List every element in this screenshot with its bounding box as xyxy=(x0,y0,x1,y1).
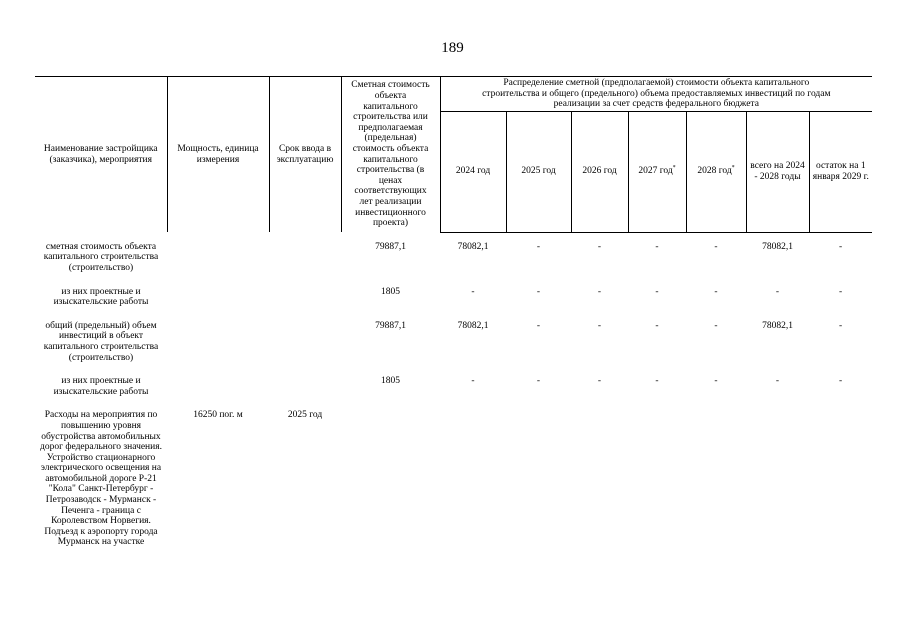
row-term xyxy=(269,287,341,321)
row-2028: - xyxy=(714,286,718,297)
row-capacity xyxy=(167,376,269,410)
row-estimate: 1805 xyxy=(381,286,400,297)
header-term: Срок ввода в эксплуатацию xyxy=(269,77,341,233)
row-estimate: 79887,1 xyxy=(375,241,406,252)
row-total: 78082,1 xyxy=(762,241,793,252)
row-capacity xyxy=(167,321,269,376)
row-total: - xyxy=(775,376,780,387)
row-2028: - xyxy=(714,241,718,252)
header-name: Наименование застройщика (заказчика), мероприятия xyxy=(35,77,167,233)
investment-table xyxy=(35,76,872,561)
table-row xyxy=(35,242,872,287)
row-term xyxy=(269,376,341,410)
row-2027: - xyxy=(655,376,659,387)
header-2026: 2026 год xyxy=(571,111,628,232)
row-2026 xyxy=(571,410,628,561)
row-2028: - xyxy=(714,320,718,331)
table-row xyxy=(35,410,872,561)
row-2025: - xyxy=(536,241,541,252)
row-2025 xyxy=(506,410,571,561)
row-2024 xyxy=(440,410,506,561)
row-name: общий (предельный) объем инвестиций в объект капитального строительства (строительство) xyxy=(43,320,159,363)
row-total: 78082,1 xyxy=(762,320,793,331)
table-row xyxy=(35,287,872,321)
header-capacity: Мощность, единица измерения xyxy=(167,77,269,233)
row-total xyxy=(746,410,809,561)
row-total: - xyxy=(775,286,780,297)
row-term xyxy=(269,242,341,287)
header-distribution: Распределение сметной (предполагаемой) стоимости объекта капитального строительства и общего (предельного) объема предоставляемых инвестиций по годам реализации за счет средств федерального бюджета xyxy=(440,77,872,112)
header-2028: 2028 год* xyxy=(686,111,746,232)
header-remainder: остаток на 1 января 2029 г. xyxy=(809,111,872,232)
row-2024: 78082,1 xyxy=(457,241,489,252)
row-2027: - xyxy=(655,320,659,331)
page-number: 189 xyxy=(441,40,464,56)
header-total: всего на 2024 - 2028 годы xyxy=(746,111,809,232)
table-row xyxy=(35,321,872,376)
row-name: из них проектные и изыскательские работы xyxy=(53,376,149,397)
row-2026: - xyxy=(597,286,602,297)
footnote-mark: * xyxy=(731,165,735,172)
row-remainder: - xyxy=(838,320,843,331)
header-2027: 2027 год* xyxy=(628,111,686,232)
row-2026: - xyxy=(597,376,602,387)
row-2025: - xyxy=(536,320,541,331)
footnote-mark: * xyxy=(672,165,676,172)
row-term xyxy=(269,321,341,376)
row-name: из них проектные и изыскательские работы xyxy=(53,286,149,308)
row-capacity xyxy=(167,242,269,287)
row-2025: - xyxy=(536,376,541,387)
row-capacity xyxy=(167,287,269,321)
row-remainder: - xyxy=(838,376,843,387)
header-2025: 2025 год xyxy=(506,111,571,232)
row-2028: - xyxy=(714,376,718,387)
row-2027: - xyxy=(655,241,659,252)
row-2027: - xyxy=(655,286,659,297)
row-2026: - xyxy=(597,320,602,331)
row-2025: - xyxy=(536,286,541,297)
row-2026: - xyxy=(597,241,602,252)
table-row xyxy=(35,376,872,410)
row-remainder: - xyxy=(838,286,843,297)
row-estimate xyxy=(341,410,440,561)
row-estimate: 1805 xyxy=(381,376,400,387)
header-estimate: Сметная стоимость объекта капитального строительства или предполагаемая (предельная) стоимость объекта капитального строительства (в ценах соответствующих лет реализации инвестиционного проекта) xyxy=(341,77,440,233)
row-estimate: 79887,1 xyxy=(375,320,406,331)
row-2024: - xyxy=(471,286,475,297)
row-2027 xyxy=(628,410,686,561)
row-name: Расходы на мероприятия по повышению уровня обустройства автомобильных дорог федерального значения. Устройство стационарного электрического освещения на автомобильной дороге Р-21 "Кола" Санкт-Петербург - Петрозаводск - Мурманск - Печенга - граница с Королевством Норвегия. Подъезд к аэропорту города Мурманск на участке xyxy=(40,410,162,548)
row-term: 2025 год xyxy=(287,410,323,421)
row-remainder: - xyxy=(838,241,843,252)
row-2024: - xyxy=(471,376,475,387)
header-2024: 2024 год xyxy=(440,111,506,232)
row-remainder xyxy=(809,410,872,561)
row-name: сметная стоимость объекта капитального строительства (строительство) xyxy=(43,241,159,273)
row-2028 xyxy=(686,410,746,561)
row-capacity: 16250 пог. м xyxy=(193,410,243,421)
row-2024: 78082,1 xyxy=(457,320,489,331)
